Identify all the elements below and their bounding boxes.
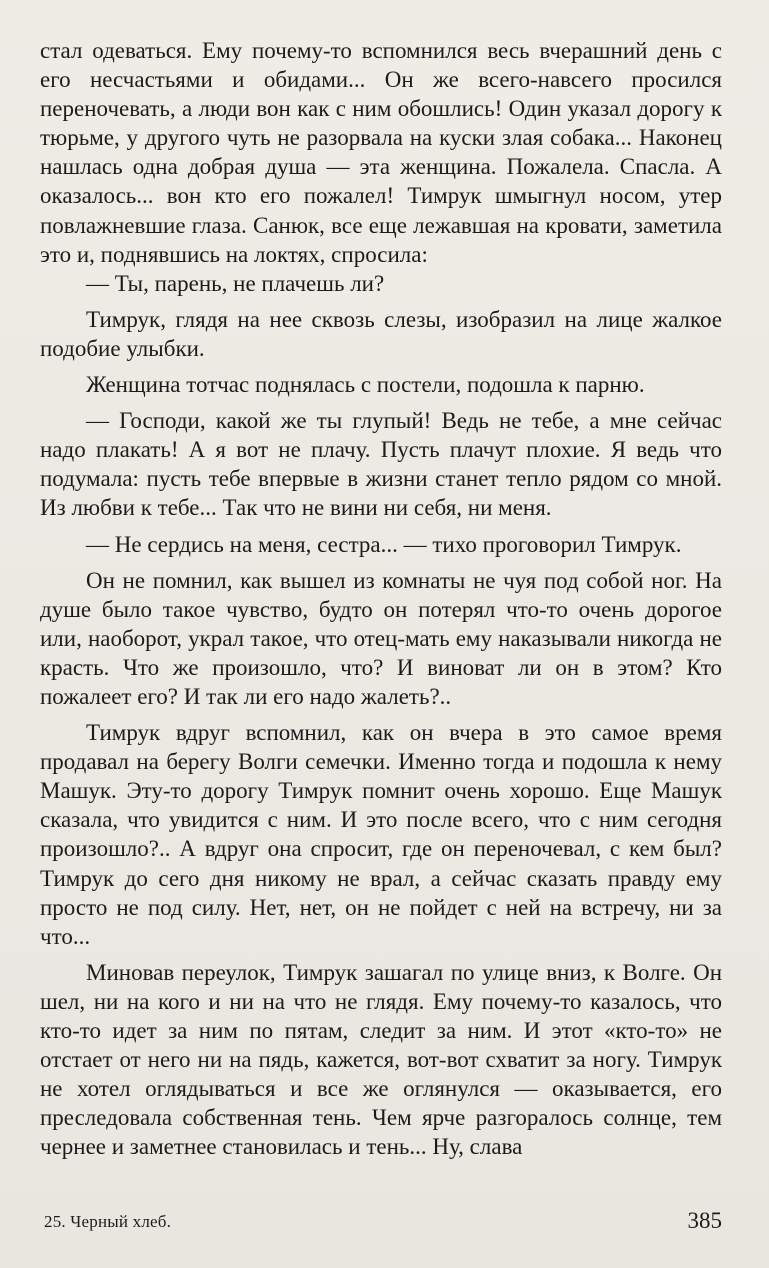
body-text bbox=[40, 36, 722, 1161]
paragraph: Женщина тотчас поднялась с постели, подошла к парню. bbox=[86, 372, 645, 398]
paragraph: — Господи, какой же ты глупый! Ведь не тебе, а мне сейчас надо плакать! А я вот не плачу. Пусть плачут плохие. Я ведь что подумала: пусть тебе впервые в жизни станет тепло рядом со мной. Из любви к тебе... Так что не вини ни себя, ни меня. bbox=[40, 408, 722, 521]
paragraph: — Не сердись на меня, сестра... — тихо проговорил Тимрук. bbox=[86, 531, 682, 557]
paragraph: Миновав переулок, Тимрук зашагал по улице вниз, к Волге. Он шел, ни на кого и ни на что не глядя. Ему почему-то казалось, что кто-то идет за ним по пятам, следит за ним. И этот «кто-то» не отстает от него ни на пядь, кажется, вот-вот схватит за ногу. Тимрук не хотел оглядываться и все же оглянулся — оказывается, его преследовала собственная тень. Чем ярче разгоралось солнце, тем чернее и заметнее становилась и тень... Ну, слава bbox=[40, 959, 722, 1160]
printer-signature: 25. Черный хлеб. bbox=[44, 1212, 172, 1231]
paragraph: Тимрук, глядя на нее сквозь слезы, изобразил на лице жалкое подобие улыбки. bbox=[40, 306, 722, 361]
page-number: 385 bbox=[687, 1208, 722, 1233]
page-footer bbox=[40, 1208, 722, 1238]
paragraph: — Ты, парень, не плачешь ли? bbox=[86, 270, 385, 296]
paragraph: Тимрук вдруг вспомнил, как он вчера в это самое время продавал на берегу Волги семечки. Именно тогда и подошла к нему Машук. Эту-то дорогу Тимрук помнит очень хорошо. Еще Машук сказала, что увидится с ним. И это после всего, что с ним сегодня произошло?.. А вдруг она спросит, где он переночевал, с кем был? Тимрук до сего дня никому не врал, а сейчас сказать правду ему просто не под силу. Нет, нет, он не пойдет с ней на встречу, ни за что... bbox=[40, 720, 722, 949]
paragraph: Он не помнил, как вышел из комнаты не чуя под собой ног. На душе было такое чувство, будто он потерял что-то очень дорогое или, наоборот, украл такое, что отец-мать ему наказывали никогда не красть. Что же произошло, что? И виноват ли он в этом? Кто пожалеет его? И так ли его надо жалеть?.. bbox=[40, 567, 722, 709]
paragraph: стал одеваться. Ему почему-то вспомнился весь вчерашний день с его несчастьями и обидами... Он же всего-навсего просился переночевать, а люди вон как с ним обошлись! Один указал дорогу к тюрьме, у другого чуть не разорвала на куски злая собака... Наконец нашлась одна добрая душа — эта женщина. Пожалела. Спасла. А оказалось... вон кто его пожалел! Тимрук шмыгнул носом, утер повлажневшие глаза. Санюк, все еще лежавшая на кровати, заметила это и, поднявшись на локтях, спросила: bbox=[40, 38, 722, 267]
